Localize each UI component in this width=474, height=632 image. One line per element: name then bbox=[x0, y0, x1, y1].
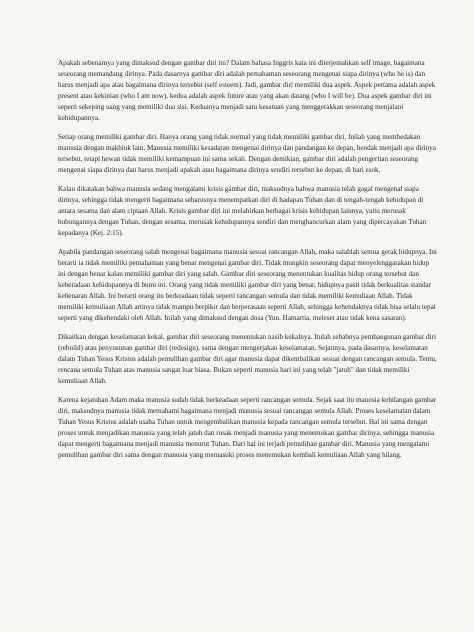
paragraph-6: Karena kejatuhan Adam maka manusia sudah tidak berkeadaan seperti rancangan semula. Sejak saat itu manusia kehilangan gambar diri, maksudnya manusia tidak memahami bagaimana menjadi manusia sesuai rancangan semula Allah. Proses keselamatan dalam Tuhan Yesus Kristus adalah usaha Tuhan untuk mengembalikan manusia kepada rancangan semula tersebut. Hal ini sama dengan proses untuk menjadikan manusia yang telah jatuh dan rusak menjadi manusia yang menemukan gambar dirinya, sehingga manusia dapat mengerti bagaimana menjadi manusia menurut Tuhan. Dari hal ini terjadi pemulihan gambar diri. Manusia yang mengalami pemulihan gambar diri sama dengan manusia yang memasuki proses menemukan kembali kemuliaan Allah yang hilang. bbox=[58, 396, 437, 459]
paragraph-2: Setiap orang memiliki gambar diri. Hanya orang yang tidak normal yang tidak memiliki gambar diri. Inilah yang membedakan manusia dengan makhluk lain. Manusia memiliki kesadaran mengenai dirinya dan pandangan ke depan, hendak menjadi apa dirinya tersebut, tetapi hewan tidak memiliki kemampuan ini sama sekali. Dengan demikian, gambar diri adalah pengertian seseorang mengenai siapa dirinya dan harus menjadi apakah atau bagaimana dirinya sendiri tersebut ke depan, di hari esok. bbox=[58, 133, 436, 174]
paragraph-1: Apakah sebenarnya yang dimaksud dengan gambar diri itu? Dalam bahasa Inggris kata ini diterjemahkan self image, bagaimana seseorang memandang dirinya. Pada dasarnya gambar diri adalah pemahaman seseorang mengenai siapa dirinya (who he is) dan harus menjadi apa atau bagaimana dirinya tersebut (self esteem). Jadi, gambar diri memiliki dua aspek. Aspek pertama adalah aspek present atau kekinian (who I am now), kedua adalah aspek future atau yang akan datang (who I will be). Dua aspek gambar diri ini seperti sekeping uang yang memiliki dua sisi. Keduanya menjadi satu kesatuan yang menggerakkan seseorang menjalani kehidupannya. bbox=[58, 59, 436, 122]
paragraph-4: Apabila pandangan seseorang salah mengenai bagaimana manusia sesuai rancangan Allah, maka salahlah semua gerak hidupnya. Ini berarti ia tidak memiliki pemahaman yang benar mengenai gambar diri. Tidak mungkin seseorang dapat menyelenggarakan hidup ini dengan benar kalau memiliki gambar diri yang salah. Gambar diri seseorang menentukan kualitas hidup orang tersebut dan keberadaan kehidupannya di bumi ini. Orang yang tidak memiliki gambar diri yang benar, hidupnya pasti tidak berkualitas standar kebenaran Allah. Ini berarti orang itu berkeadaan tidak seperti rancangan semula dan tidak memiliki kemuliaan Allah. Tidak memiliki kemuliaan Allah artinya tidak mampu berpikir dan berperasaan seperti Allah, sehingga kehendaknya tidak bisa selalu tepat seperti yang dikehendaki oleh Allah. Inilah yang dimaksud dengan dosa (Yun. Hamartia, meleset atau tidak kena sasaran). bbox=[58, 248, 437, 322]
paragraph-5: Dikaitkan dengan keselamatan kekal, gambar diri seseorang menentukan nasib kekalnya. Itulah sebabnya pembangunan gambar diri (rebuild) atau penyusunan gambar diri (redesign), sama dengan mengerjakan keselamatan. Sejatinya, pada dasarnya, keselamatan dalam Tuhan Yesus Kristus adalah pemulihan gambar diri agar manusia dapat dikembalikan sesuai dengan rancangan semula. Tentu, rencana semula Tuhan atas manusia sangat luar biasa. Bukan seperti manusia hari ini yang telah "jatuh" dan tidak memiliki kemuliaan Allah. bbox=[58, 333, 437, 385]
paragraph-3: Kalau dikatakan bahwa manusia sedang mengalami krisis gambar diri, maksudnya bahwa manusia telah gagal mengenal siapa dirinya, sehingga tidak mengerti bagaimana seharusnya menempatkan diri di hadapan Tuhan dan di tengah-tengah kehidupan di antara sesama dan alam ciptaan Allah. Krisis gambar diri ini melahirkan berbagai krisis kehidupan lainnya, yaitu merusak hubungannya dengan Tuhan, dengan sesama, merusak kehidupannya sendiri dan menghancurkan alam yang dipercayakan Tuhan kepadanya (Kej. 2:15). bbox=[58, 185, 427, 237]
